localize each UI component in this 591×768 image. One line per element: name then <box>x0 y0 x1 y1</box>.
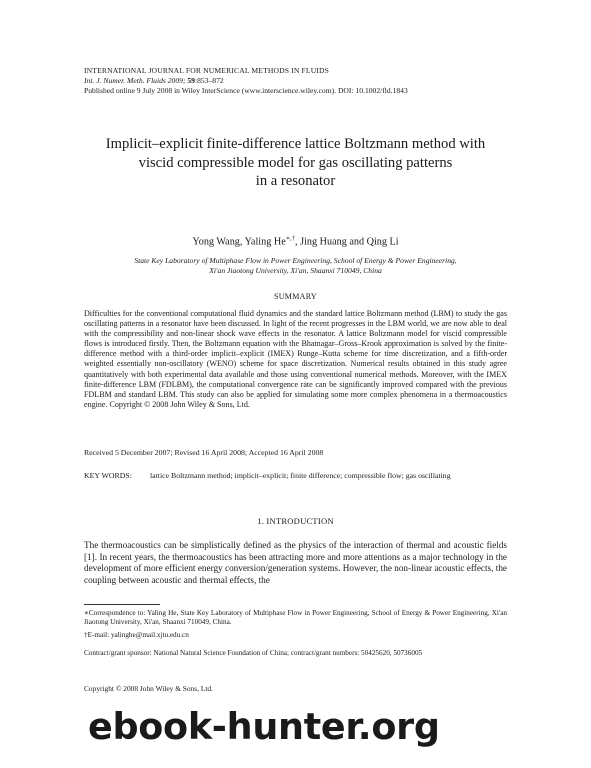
summary-heading: SUMMARY <box>273 292 317 301</box>
affiliation-line-1: State Key Laboratory of Multiphase Flow in Power Engineering, School of Energy & Power Engineering, <box>134 256 457 265</box>
title-line-3: in a resonator <box>255 173 336 189</box>
footnote-rule <box>84 604 160 605</box>
citation-abbrev: Int. J. Numer. Meth. Fluids <box>84 76 166 85</box>
published-line: Published online 9 July 2008 in Wiley InterScience (www.interscience.wiley.com). DOI: 10.1002/fld.1843 <box>84 86 408 95</box>
author-footnote-mark: ∗,† <box>285 235 296 242</box>
grant-sponsor: Contract/grant sponsor: National Natural Science Foundation of China; contract/grant numbers: 50425620, 50736005 <box>84 649 423 657</box>
author-list <box>40 234 551 247</box>
citation-year: 2009; <box>167 76 186 85</box>
copyright-notice: Copyright © 2008 John Wiley & Sons, Ltd. <box>84 684 213 693</box>
affiliation <box>84 256 507 276</box>
affiliation-line-2: Xi'an Jiaotong University, Xi'an, Shaanxi 710049, China <box>209 266 382 275</box>
citation-pages: :853–872 <box>194 76 224 85</box>
paper-title <box>40 135 551 191</box>
footnote-correspondence: ∗Correspondence to: Yaling He, State Key Laboratory of Multiphase Flow in Power Engineering, School of Energy & Power Engineering, Xi'an Jiaotong University, Xi'an, Shaanxi 710049, China. <box>84 609 507 627</box>
title-line-2: viscid compressible model for gas oscillating patterns <box>138 154 453 171</box>
footnote-email: †E-mail: yalinghe@mail.xjtu.edu.cn <box>84 631 189 639</box>
title-line-1: Implicit–explicit finite-difference lattice Boltzmann method with <box>105 136 486 152</box>
keywords-label: KEY WORDS: <box>84 471 132 480</box>
introduction-text: The thermoacoustics can be simplistically defined as the physics of the interaction of thermal and acoustic fields [1]. In recent years, the thermoacoustics has been attracting more and more attentions as a major technology in the development of more efficient energy conversion/generation systems. However, the non-linear acoustic effects, the coupling between acoustic and thermal effects, the <box>84 540 507 586</box>
keywords-text: lattice Boltzmann method; implicit–explicit; finite difference; compressible flow; gas oscillating <box>150 471 451 480</box>
summary-text: Difficulties for the conventional computational fluid dynamics and the standard lattice Boltzmann method (LBM) to study the gas oscillating patterns in a resonator have been discussed. In light of the recent progresses in the LBM world, we are now able to deal with the compressibility and non-linear shock wave effects in the resonator. A lattice Boltzmann model for viscid compressible flows is introduced firstly. Then, the Boltzmann equation with the Bhatnagar–Gross–Krook approximation is solved by the finite-difference method with a third-order implicit–explicit (IMEX) Runge–Kutta scheme for time discretization, and a fifth-order weighted essentially non-oscillatory (WENO) scheme for space discretization. Numerical results obtained in this study agree quantitatively with both experimental data available and those using conventional numerical methods. Moreover, with the IMEX finite-difference LBM (FDLBM), the computational convergence rate can be significantly improved compared with the previous FDLBM and standard LBM. This study can also be applied for simulating some more complex phenomena in a thermoacoustics engine. Copyright © 2008 John Wiley & Sons, Ltd. <box>84 309 507 409</box>
journal-name: INTERNATIONAL JOURNAL FOR NUMERICAL METHODS IN FLUIDS <box>84 66 330 75</box>
received-dates: Received 5 December 2007; Revised 16 April 2008; Accepted 16 April 2008 <box>84 448 324 457</box>
citation-volume: 59 <box>187 76 195 85</box>
watermark-text: ebook-hunter.org <box>88 705 440 748</box>
section-heading-introduction: 1. INTRODUCTION <box>257 516 334 526</box>
citation-line <box>84 76 224 86</box>
author-names-2: , Jing Huang and Qing Li <box>295 236 399 248</box>
author-names-1: Yong Wang, Yaling He <box>192 236 286 248</box>
